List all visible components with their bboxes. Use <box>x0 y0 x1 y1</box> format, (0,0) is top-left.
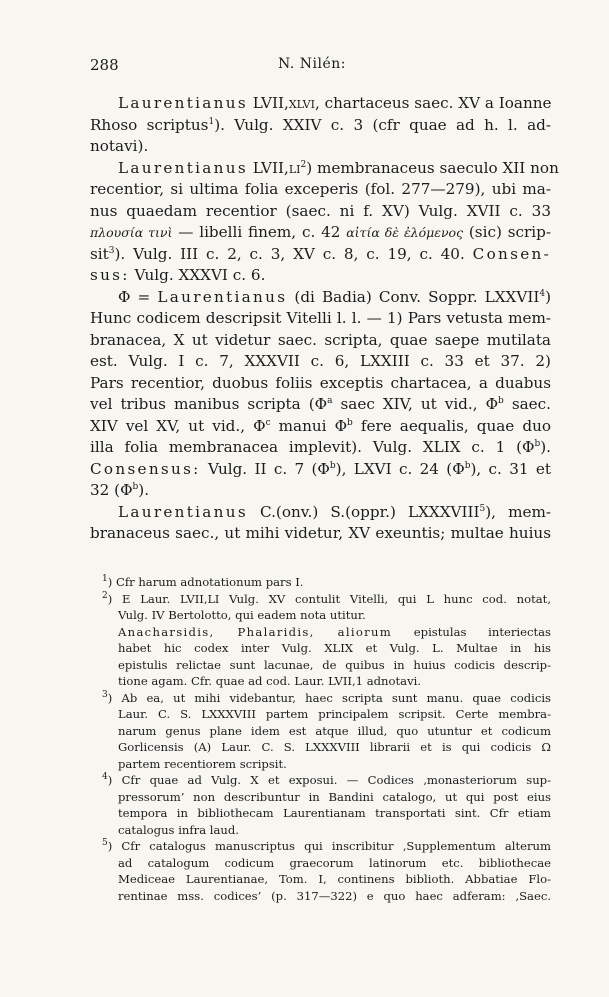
footnote-line: Anacharsidis, Phalaridis, aliorum epistulas interiectas <box>118 624 551 639</box>
footnote-line: tione agam. Cfr. quae ad cod. Laur. LVII,1 adnotavi. <box>118 674 422 688</box>
footnote-2: $^2$) E Laur. LVII,LI Vulg. XV contulit Vitelli, qui L hunc cod. notat, <box>102 590 552 606</box>
text-line: sit$^3$). Vulg. III c. 2, c. 3, XV c. 8, c. 19, c. 40. Consen- <box>90 244 551 263</box>
footnote-line: habet hic codex inter Vulg. XLIX et Vulg. L. Multae in his <box>118 641 551 655</box>
text-line: notavi). <box>90 137 149 155</box>
footnotes <box>102 574 551 904</box>
text-line: illa folia membranacea implevit). Vulg. XLIX c. 1 $(\Phi^b)$. <box>90 438 551 456</box>
running-head: N. Nilén: <box>278 56 346 72</box>
footnote-ref: 4 <box>539 288 546 299</box>
text-line: 32 $(\Phi^b)$. <box>90 481 150 499</box>
text-line: Φ = Laurentianus (di Badia) Conv. Soppr. LXXVII$^4$) <box>118 287 551 306</box>
greek-text: αἰτία δὲ ἐλόμενος <box>346 225 464 240</box>
greek-text: πλουσία τινὶ <box>90 225 173 240</box>
footnote-line: Mediceae Laurentianae, Tom. I, continens biblioth. Abbatiae Flo- <box>118 872 551 886</box>
footnote-line: catalogus infra laud. <box>118 822 239 837</box>
text-line: nus quaedam recentior (saec. ni f. XV) Vulg. XVII c. 33 <box>90 201 551 220</box>
text-line: branacea, X ut videtur saec. scripta, quae saepe mutilata <box>90 330 551 349</box>
text-line: πλουσία τινὶ — libelli finem, c. 42 αἰτία δὲ ἐλόμενος (sic) scrip- <box>90 223 551 241</box>
footnote-ref: 5 <box>479 503 486 514</box>
main-text <box>90 93 559 545</box>
text-line: Consensus: Vulg. II c. 7 $(\Phi^b)$, LXVI c. 24 $(\Phi^b)$, c. 31 et <box>90 459 551 478</box>
footnote-3: $^3$) Ab ea, ut mihi videbantur, haec scripta sunt manu. quae codicis <box>102 689 551 705</box>
text-line: recentior, si ultima folia exceperis (fol. 277—279), ubi ma- <box>90 180 551 198</box>
footnote-1: $^1$) Cfr harum adnotationum pars I. <box>102 574 304 589</box>
page-header <box>90 56 551 76</box>
text-line: XIV vel XV, ut vid., $\Phi^c$ manui $\Phi^b$ fere aequalis, quae duo <box>90 416 551 435</box>
text-line: vel tribus manibus scripta ($\Phi^a$ saec XIV, ut vid., $\Phi^b$ saec. <box>90 395 552 413</box>
page-number: 288 <box>90 56 119 74</box>
footnote-line: pressorum’ non describuntur in Bandini catalogo, ut qui post eius <box>118 789 551 804</box>
text-line: Rhoso scriptus$^1$). Vulg. XXIV c. 3 (cfr quae ad h. l. ad- <box>90 115 551 134</box>
footnote-ref: 1 <box>208 116 215 127</box>
footnote-line: epistulis relictae sunt lacunae, de quibus in huius codicis descrip- <box>118 657 551 672</box>
text-line: Pars recentior, duobus foliis exceptis chartacea, a duabus <box>90 373 551 392</box>
text-line: Laurentianus $LVII,LI^2$) membranaceus saeculo XII non <box>118 158 559 177</box>
text-line: sus: Vulg. XXXVI c. 6. <box>90 266 266 284</box>
footnote-line: tempora in bibliothecam Laurentianam transportati sint. Cfr etiam <box>118 806 551 820</box>
footnote-ref: 2 <box>300 159 307 170</box>
footnote-line: Vulg. IV Bertolotto, qui eadem nota utitur. <box>118 608 366 622</box>
footnote-line: ad catalogum codicum graecorum latinorum etc. bibliothecae <box>118 855 551 870</box>
footnote-ref: 3 <box>108 245 115 256</box>
footnote-5: $^5$) Cfr catalogus manuscriptus qui inscribitur ‚Supplementum alterum <box>102 838 551 853</box>
text-line: branaceus saec., ut mihi videtur, XV exeuntis; multae huius <box>90 524 551 542</box>
footnote-line: partem recentiorem scripsit. <box>118 756 287 771</box>
footnote-line: Gorlicensis (A) Laur. C. S. LXXXVIII librarii et is qui codicis Ω <box>118 740 551 754</box>
text-line: Laurentianus C.(onv.) S.(oppr.) LXXXVIII$^5$), mem- <box>118 502 551 521</box>
footnote-4: $^4$) Cfr quae ad Vulg. X et exposui. — Codices ‚monasteriorum sup- <box>102 772 551 787</box>
text-line: Laurentianus LVII,XLVI, chartaceus saec. XV a Ioanne <box>118 94 552 112</box>
text-line: Hunc codicem descripsit Vitelli l. l. — 1) Pars vetusta mem- <box>90 309 551 327</box>
footnote-line: rentinae mss. codices’ (p. 317—322) e quo haec adferam: ‚Saec. <box>118 888 551 903</box>
footnote-line: Laur. C. S. LXXXVIII partem principalem scripsit. Certe membra- <box>118 707 551 721</box>
footnote-line: narum genus plane idem est atque illud, quo utuntur et codicum <box>118 723 551 738</box>
text-line: est. Vulg. I c. 7, XXXVII c. 6, LXXIII c. 33 et 37. 2) <box>90 352 551 370</box>
